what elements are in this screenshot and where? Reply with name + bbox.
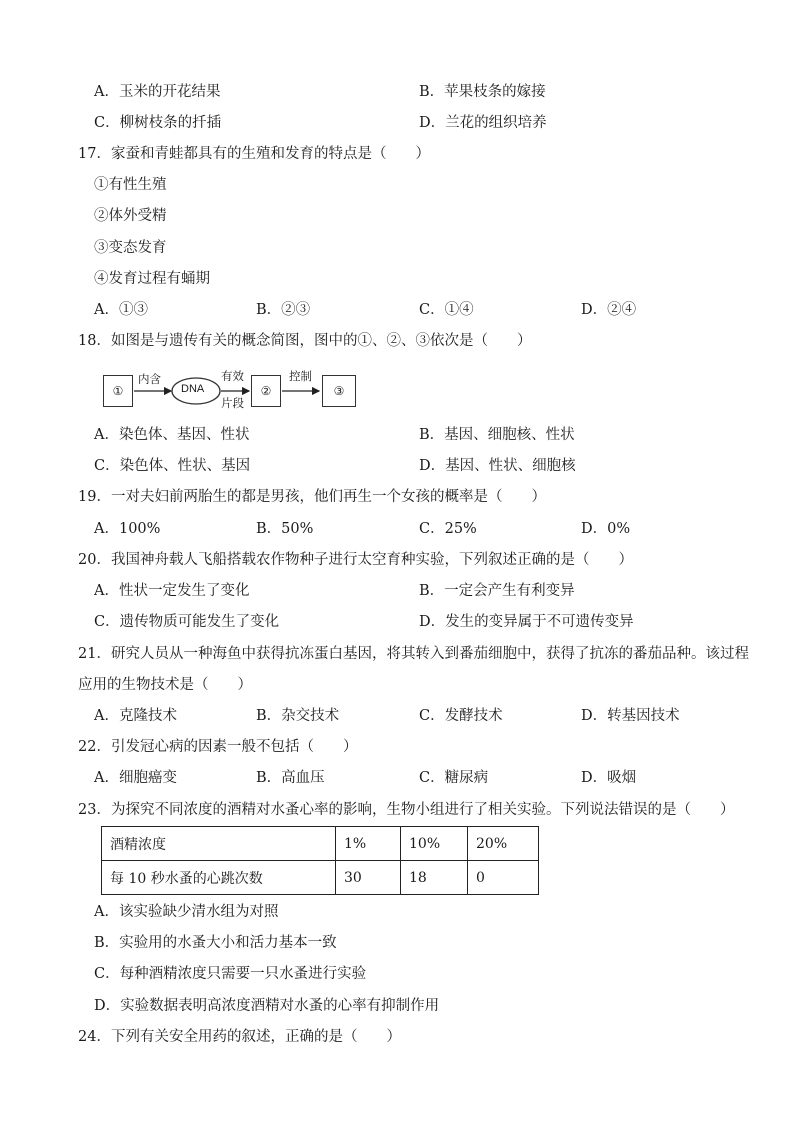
diagram-label-contains: 内含 (138, 372, 161, 386)
table-cell: 18 (401, 861, 468, 895)
q22-option-d: D．吸烟 (581, 770, 637, 786)
q20-option-a: A．性状一定发生了变化 (94, 583, 250, 599)
q18-option-c: C．染色体、性状、基因 (94, 458, 251, 474)
q17-item-2: ②体外受精 (94, 208, 167, 224)
table-cell: 每 10 秒水蚤的心跳次数 (102, 861, 336, 895)
q21-option-d: D．转基因技术 (581, 708, 680, 724)
q21-stem-line2: 应用的生物技术是（ ） (78, 677, 252, 693)
q17-stem: 17．家蚕和青蛙都具有的生殖和发育的特点是（ ） (78, 146, 430, 162)
q17-option-c: C．①④ (419, 302, 474, 318)
diagram-label-segment: 片段 (221, 396, 244, 410)
table-cell: 酒精浓度 (102, 827, 336, 861)
q20-option-d: D．发生的变异属于不可遗传变异 (419, 614, 634, 630)
diagram-box-2: ② (251, 375, 281, 407)
q16-option-c: C．柳树枝条的扦插 (94, 115, 222, 131)
q21-option-b: B．杂交技术 (256, 708, 340, 724)
q19-option-a: A．100% (94, 521, 161, 537)
diagram-dna: DNA (181, 383, 205, 395)
q19-stem: 19．一对夫妇前两胎生的都是男孩，他们再生一个女孩的概率是（ ） (78, 489, 546, 505)
q17-option-b: B．②③ (256, 302, 311, 318)
q21-option-c: C．发酵技术 (419, 708, 503, 724)
q16-option-d: D．兰花的组织培养 (419, 115, 547, 131)
table-cell: 0 (468, 861, 539, 895)
q17-item-1: ①有性生殖 (94, 177, 167, 193)
table-cell: 20% (468, 827, 539, 861)
q22-option-b: B．高血压 (256, 770, 325, 786)
q23-option-a: A．该实验缺少清水组为对照 (94, 904, 279, 920)
q18-option-b: B．基因、细胞核、性状 (419, 427, 575, 443)
diagram-label-control: 控制 (289, 369, 312, 383)
q23-option-b: B．实验用的水蚤大小和活力基本一致 (94, 935, 337, 951)
q24-stem: 24．下列有关安全用药的叙述，正确的是（ ） (78, 1029, 401, 1045)
q17-item-3: ③变态发育 (94, 240, 167, 256)
q19-option-b: B．50% (256, 521, 314, 537)
q19-option-c: C．25% (419, 521, 477, 537)
q21-stem-line1: 21．研究人员从一种海鱼中获得抗冻蛋白基因，将其转入到番茄细胞中，获得了抗冻的番茄品种。该过程 (78, 646, 749, 662)
table-cell: 1% (336, 827, 401, 861)
q23-option-d: D．实验数据表明高浓度酒精对水蚤的心率有抑制作用 (94, 998, 440, 1014)
q19-option-d: D．0% (581, 521, 631, 537)
diagram-label-effective: 有效 (221, 369, 244, 383)
q20-stem: 20．我国神舟载人飞船搭载农作物种子进行太空育种实验，下列叙述正确的是（ ） (78, 552, 633, 568)
q17-item-4: ④发育过程有蛹期 (94, 271, 210, 287)
q18-stem: 18．如图是与遗传有关的概念简图，图中的①、②、③依次是（ ） (78, 333, 532, 349)
q17-option-d: D．②④ (581, 302, 637, 318)
q18-option-a: A．染色体、基因、性状 (94, 427, 250, 443)
q20-option-c: C．遗传物质可能发生了变化 (94, 614, 280, 630)
table-row (102, 827, 539, 861)
diagram-box-3: ③ (322, 375, 356, 407)
q22-option-a: A．细胞癌变 (94, 770, 177, 786)
q23-stem: 23．为探究不同浓度的酒精对水蚤心率的影响，生物小组进行了相关实验。下列说法错误的是（ ） (78, 802, 735, 818)
q18-concept-diagram (101, 365, 361, 413)
q16-option-a: A．玉米的开花结果 (94, 84, 221, 100)
q18-option-d: D．基因、性状、细胞核 (419, 458, 576, 474)
q16-option-b: B．苹果枝条的嫁接 (419, 84, 546, 100)
table-row (102, 861, 539, 895)
q22-option-c: C．糖尿病 (419, 770, 489, 786)
q23-option-c: C．每种酒精浓度只需要一只水蚤进行实验 (94, 966, 367, 982)
q21-option-a: A．克隆技术 (94, 708, 177, 724)
table-cell: 30 (336, 861, 401, 895)
q20-option-b: B．一定会产生有利变异 (419, 583, 575, 599)
q23-data-table (101, 826, 539, 895)
q17-option-a: A．①③ (94, 302, 148, 318)
q22-stem: 22．引发冠心病的因素一般不包括（ ） (78, 739, 358, 755)
diagram-box-1: ① (103, 375, 133, 407)
table-cell: 10% (401, 827, 468, 861)
